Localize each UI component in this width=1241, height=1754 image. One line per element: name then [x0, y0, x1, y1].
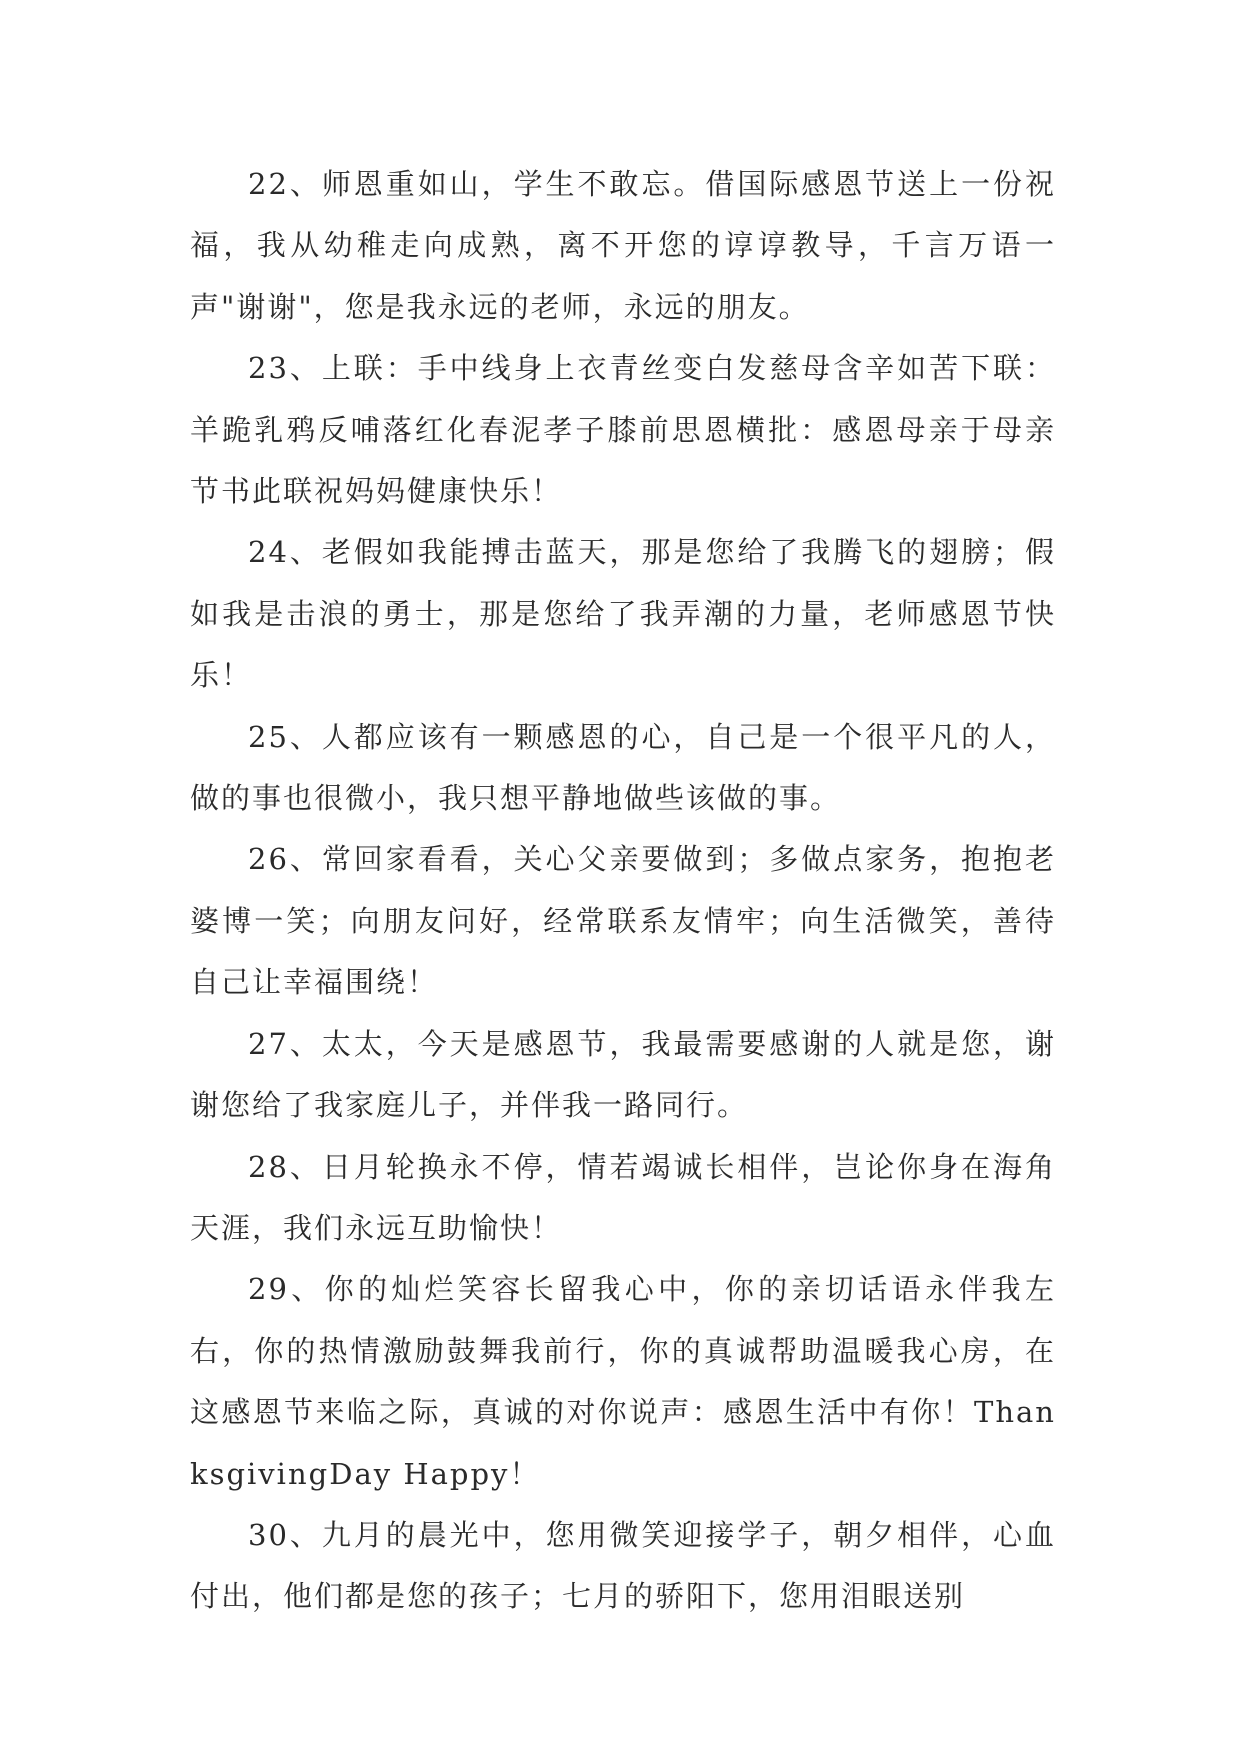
paragraph-23: 23、上联：手中线身上衣青丝变白发慈母含辛如苦下联：羊跪乳鸦反哺落红化春泥孝子膝前思恩横批：感恩母亲于母亲节书此联祝妈妈健康快乐！ [190, 351, 1056, 509]
paragraph-30: 30、九月的晨光中，您用微笑迎接学子，朝夕相伴，心血付出，他们都是您的孩子；七月的骄阳下，您用泪眼送别 [190, 1517, 1056, 1614]
paragraph-27: 27、太太，今天是感恩节，我最需要感谢的人就是您，谢谢您给了我家庭儿子，并伴我一路同行。 [190, 1026, 1056, 1123]
paragraph-22: 22、师恩重如山，学生不敢忘。借国际感恩节送上一份祝福，我从幼稚走向成熟，离不开您的谆谆教导，千言万语一声"谢谢"，您是我永远的老师，永远的朋友。 [190, 167, 1056, 324]
document-body [190, 154, 1056, 1628]
paragraph-29: 29、你的灿烂笑容长留我心中，你的亲切话语永伴我左右，你的热情激励鼓舞我前行，你的真诚帮助温暖我心房，在这感恩节来临之际，真诚的对你说声：感恩生活中有你！ThanksgivingDay Happy！ [190, 1272, 1056, 1491]
paragraph-26: 26、常回家看看，关心父亲要做到；多做点家务，抱抱老婆博一笑；向朋友问好，经常联系友情牢；向生活微笑，善待自己让幸福围绕！ [190, 842, 1056, 1000]
paragraph-28: 28、日月轮换永不停，情若竭诚长相伴，岂论你身在海角天涯，我们永远互助愉快！ [190, 1149, 1056, 1245]
paragraph-25: 25、人都应该有一颗感恩的心，自己是一个很平凡的人，做的事也很微小，我只想平静地做些该做的事。 [190, 719, 1056, 816]
paragraph-24: 24、老假如我能搏击蓝天，那是您给了我腾飞的翅膀；假如我是击浪的勇士，那是您给了我弄潮的力量，老师感恩节快乐！ [190, 535, 1056, 693]
